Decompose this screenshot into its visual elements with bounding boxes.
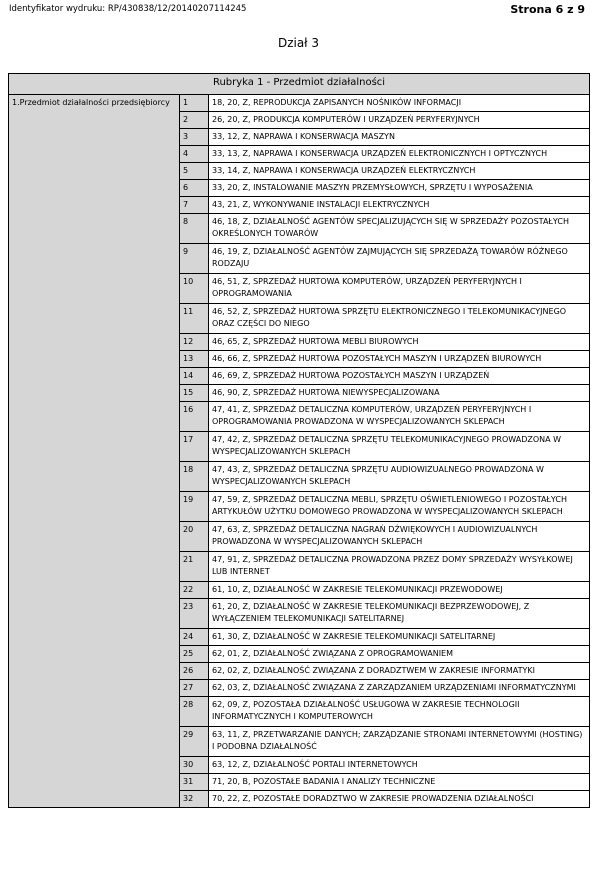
row-number: 24 xyxy=(180,629,209,646)
row-number: 15 xyxy=(180,385,209,402)
row-number: 16 xyxy=(180,402,209,432)
section-title: Dział 3 xyxy=(277,36,320,50)
activity-description: 47, 43, Z, SPRZEDAŻ DETALICZNA SPRZĘTU AUDIOWIZUALNEGO PROWADZONA W WYSPECJALIZOWANYCH SKLEPACH xyxy=(209,462,590,492)
row-number: 11 xyxy=(180,304,209,334)
row-number: 13 xyxy=(180,351,209,368)
row-number: 32 xyxy=(180,791,209,808)
row-number: 27 xyxy=(180,680,209,697)
row-number: 2 xyxy=(180,112,209,129)
table-row xyxy=(9,95,590,112)
activity-description: 61, 10, Z, DZIAŁALNOŚĆ W ZAKRESIE TELEKOMUNIKACJI PRZEWODOWEJ xyxy=(209,582,590,599)
activity-description: 61, 30, Z, DZIAŁALNOŚĆ W ZAKRESIE TELEKOMUNIKACJI SATELITARNEJ xyxy=(209,629,590,646)
print-identifier: Identyfikator wydruku: RP/430838/12/20140207114245 xyxy=(9,4,247,14)
row-number: 19 xyxy=(180,492,209,522)
activity-description: 46, 66, Z, SPRZEDAŻ HURTOWA POZOSTAŁYCH MASZYN I URZĄDZEŃ BIUROWYCH xyxy=(209,351,590,368)
activity-description: 47, 59, Z, SPRZEDAŻ DETALICZNA MEBLI, SPRZĘTU OŚWIETLENIOWEGO I POZOSTAŁYCH ARTYKUŁÓW UŻYTKU DOMOWEGO PROWADZONA W WYSPECJALIZOWANYCH SKLEPACH xyxy=(209,492,590,522)
row-number: 25 xyxy=(180,646,209,663)
activity-description: 46, 19, Z, DZIAŁALNOŚĆ AGENTÓW ZAJMUJĄCYCH SIĘ SPRZEDAŻĄ TOWARÓW RÓŻNEGO RODZAJU xyxy=(209,244,590,274)
activity-description: 62, 09, Z, POZOSTAŁA DZIAŁALNOŚĆ USŁUGOWA W ZAKRESIE TECHNOLOGII INFORMATYCZNYCH I KOMPUTEROWYCH xyxy=(209,697,590,727)
activity-description: 46, 69, Z, SPRZEDAŻ HURTOWA POZOSTAŁYCH MASZYN I URZĄDZEŃ xyxy=(209,368,590,385)
activity-description: 62, 01, Z, DZIAŁALNOŚĆ ZWIĄZANA Z OPROGRAMOWANIEM xyxy=(209,646,590,663)
row-number: 1 xyxy=(180,95,209,112)
activity-table xyxy=(8,73,590,808)
activity-description: 47, 63, Z, SPRZEDAŻ DETALICZNA NAGRAŃ DŹWIĘKOWYCH I AUDIOWIZUALNYCH PROWADZONA W WYSPECJALIZOWANYCH SKLEPACH xyxy=(209,522,590,552)
activity-description: 46, 52, Z, SPRZEDAŻ HURTOWA SPRZĘTU ELEKTRONICZNEGO I TELEKOMUNIKACYJNEGO ORAZ CZĘŚCI DO NIEGO xyxy=(209,304,590,334)
row-number: 21 xyxy=(180,552,209,582)
row-number: 29 xyxy=(180,727,209,757)
page-number: Strona 6 z 9 xyxy=(510,3,585,16)
row-number: 8 xyxy=(180,214,209,244)
activity-description: 46, 90, Z, SPRZEDAŻ HURTOWA NIEWYSPECJALIZOWANA xyxy=(209,385,590,402)
activity-description: 71, 20, B, POZOSTAŁE BADANIA I ANALIZY TECHNICZNE xyxy=(209,774,590,791)
row-number: 22 xyxy=(180,582,209,599)
activity-description: 62, 03, Z, DZIAŁALNOŚĆ ZWIĄZANA Z ZARZĄDZANIEM URZĄDZENIAMI INFORMATYCZNYMI xyxy=(209,680,590,697)
row-number: 30 xyxy=(180,757,209,774)
row-number: 12 xyxy=(180,334,209,351)
row-number: 10 xyxy=(180,274,209,304)
row-number: 28 xyxy=(180,697,209,727)
activity-description: 43, 21, Z, WYKONYWANIE INSTALACJI ELEKTRYCZNYCH xyxy=(209,197,590,214)
row-number: 20 xyxy=(180,522,209,552)
activity-description: 33, 14, Z, NAPRAWA I KONSERWACJA URZĄDZEŃ ELEKTRYCZNYCH xyxy=(209,163,590,180)
activity-description: 63, 12, Z, DZIAŁALNOŚĆ PORTALI INTERNETOWYCH xyxy=(209,757,590,774)
activity-rows xyxy=(9,95,590,808)
activity-description: 47, 91, Z, SPRZEDAŻ DETALICZNA PROWADZONA PRZEZ DOMY SPRZEDAŻY WYSYŁKOWEJ LUB INTERNET xyxy=(209,552,590,582)
row-number: 4 xyxy=(180,146,209,163)
activity-description: 70, 22, Z, POZOSTAŁE DORADZTWO W ZAKRESIE PROWADZENIA DZIAŁALNOŚCI xyxy=(209,791,590,808)
activity-description: 62, 02, Z, DZIAŁALNOŚĆ ZWIĄZANA Z DORADZTWEM W ZAKRESIE INFORMATYKI xyxy=(209,663,590,680)
row-number: 5 xyxy=(180,163,209,180)
activity-description: 63, 11, Z, PRZETWARZANIE DANYCH; ZARZĄDZANIE STRONAMI INTERNETOWYMI (HOSTING) I PODOBNA DZIAŁALNOŚĆ xyxy=(209,727,590,757)
activity-description: 46, 18, Z, DZIAŁALNOŚĆ AGENTÓW SPECJALIZUJĄCYCH SIĘ W SPRZEDAŻY POZOSTAŁYCH OKREŚLONYCH TOWARÓW xyxy=(209,214,590,244)
activity-description: 26, 20, Z, PRODUKCJA KOMPUTERÓW I URZĄDZEŃ PERYFERYJNYCH xyxy=(209,112,590,129)
activity-description: 33, 20, Z, INSTALOWANIE MASZYN PRZEMYSŁOWYCH, SPRZĘTU I WYPOSAŻENIA xyxy=(209,180,590,197)
row-number: 9 xyxy=(180,244,209,274)
activity-description: 46, 51, Z, SPRZEDAŻ HURTOWA KOMPUTERÓW, URZĄDZEŃ PERYFERYJNYCH I OPROGRAMOWANIA xyxy=(209,274,590,304)
row-number: 17 xyxy=(180,432,209,462)
row-number: 23 xyxy=(180,599,209,629)
activity-description: 46, 65, Z, SPRZEDAŻ HURTOWA MEBLI BIUROWYCH xyxy=(209,334,590,351)
row-label: 1.Przedmiot działalności przedsiębiorcy xyxy=(9,95,180,808)
rubric-title: Rubryka 1 - Przedmiot działalności xyxy=(9,74,590,95)
activity-description: 33, 13, Z, NAPRAWA I KONSERWACJA URZĄDZEŃ ELEKTRONICZNYCH I OPTYCZNYCH xyxy=(209,146,590,163)
row-number: 18 xyxy=(180,462,209,492)
activity-description: 33, 12, Z, NAPRAWA I KONSERWACJA MASZYN xyxy=(209,129,590,146)
activity-description: 47, 41, Z, SPRZEDAŻ DETALICZNA KOMPUTERÓW, URZĄDZEŃ PERYFERYJNYCH I OPROGRAMOWANIA PROWADZONA W WYSPECJALIZOWANYCH SKLEPACH xyxy=(209,402,590,432)
row-number: 26 xyxy=(180,663,209,680)
activity-description: 61, 20, Z, DZIAŁALNOŚĆ W ZAKRESIE TELEKOMUNIKACJI BEZPRZEWODOWEJ, Z WYŁĄCZENIEM TELEKOMUNIKACJI SATELITARNEJ xyxy=(209,599,590,629)
row-number: 7 xyxy=(180,197,209,214)
row-number: 31 xyxy=(180,774,209,791)
row-number: 3 xyxy=(180,129,209,146)
row-number: 14 xyxy=(180,368,209,385)
activity-description: 47, 42, Z, SPRZEDAŻ DETALICZNA SPRZĘTU TELEKOMUNIKACYJNEGO PROWADZONA W WYSPECJALIZOWANYCH SKLEPACH xyxy=(209,432,590,462)
row-number: 6 xyxy=(180,180,209,197)
activity-description: 18, 20, Z, REPRODUKCJA ZAPISANYCH NOŚNIKÓW INFORMACJI xyxy=(209,95,590,112)
